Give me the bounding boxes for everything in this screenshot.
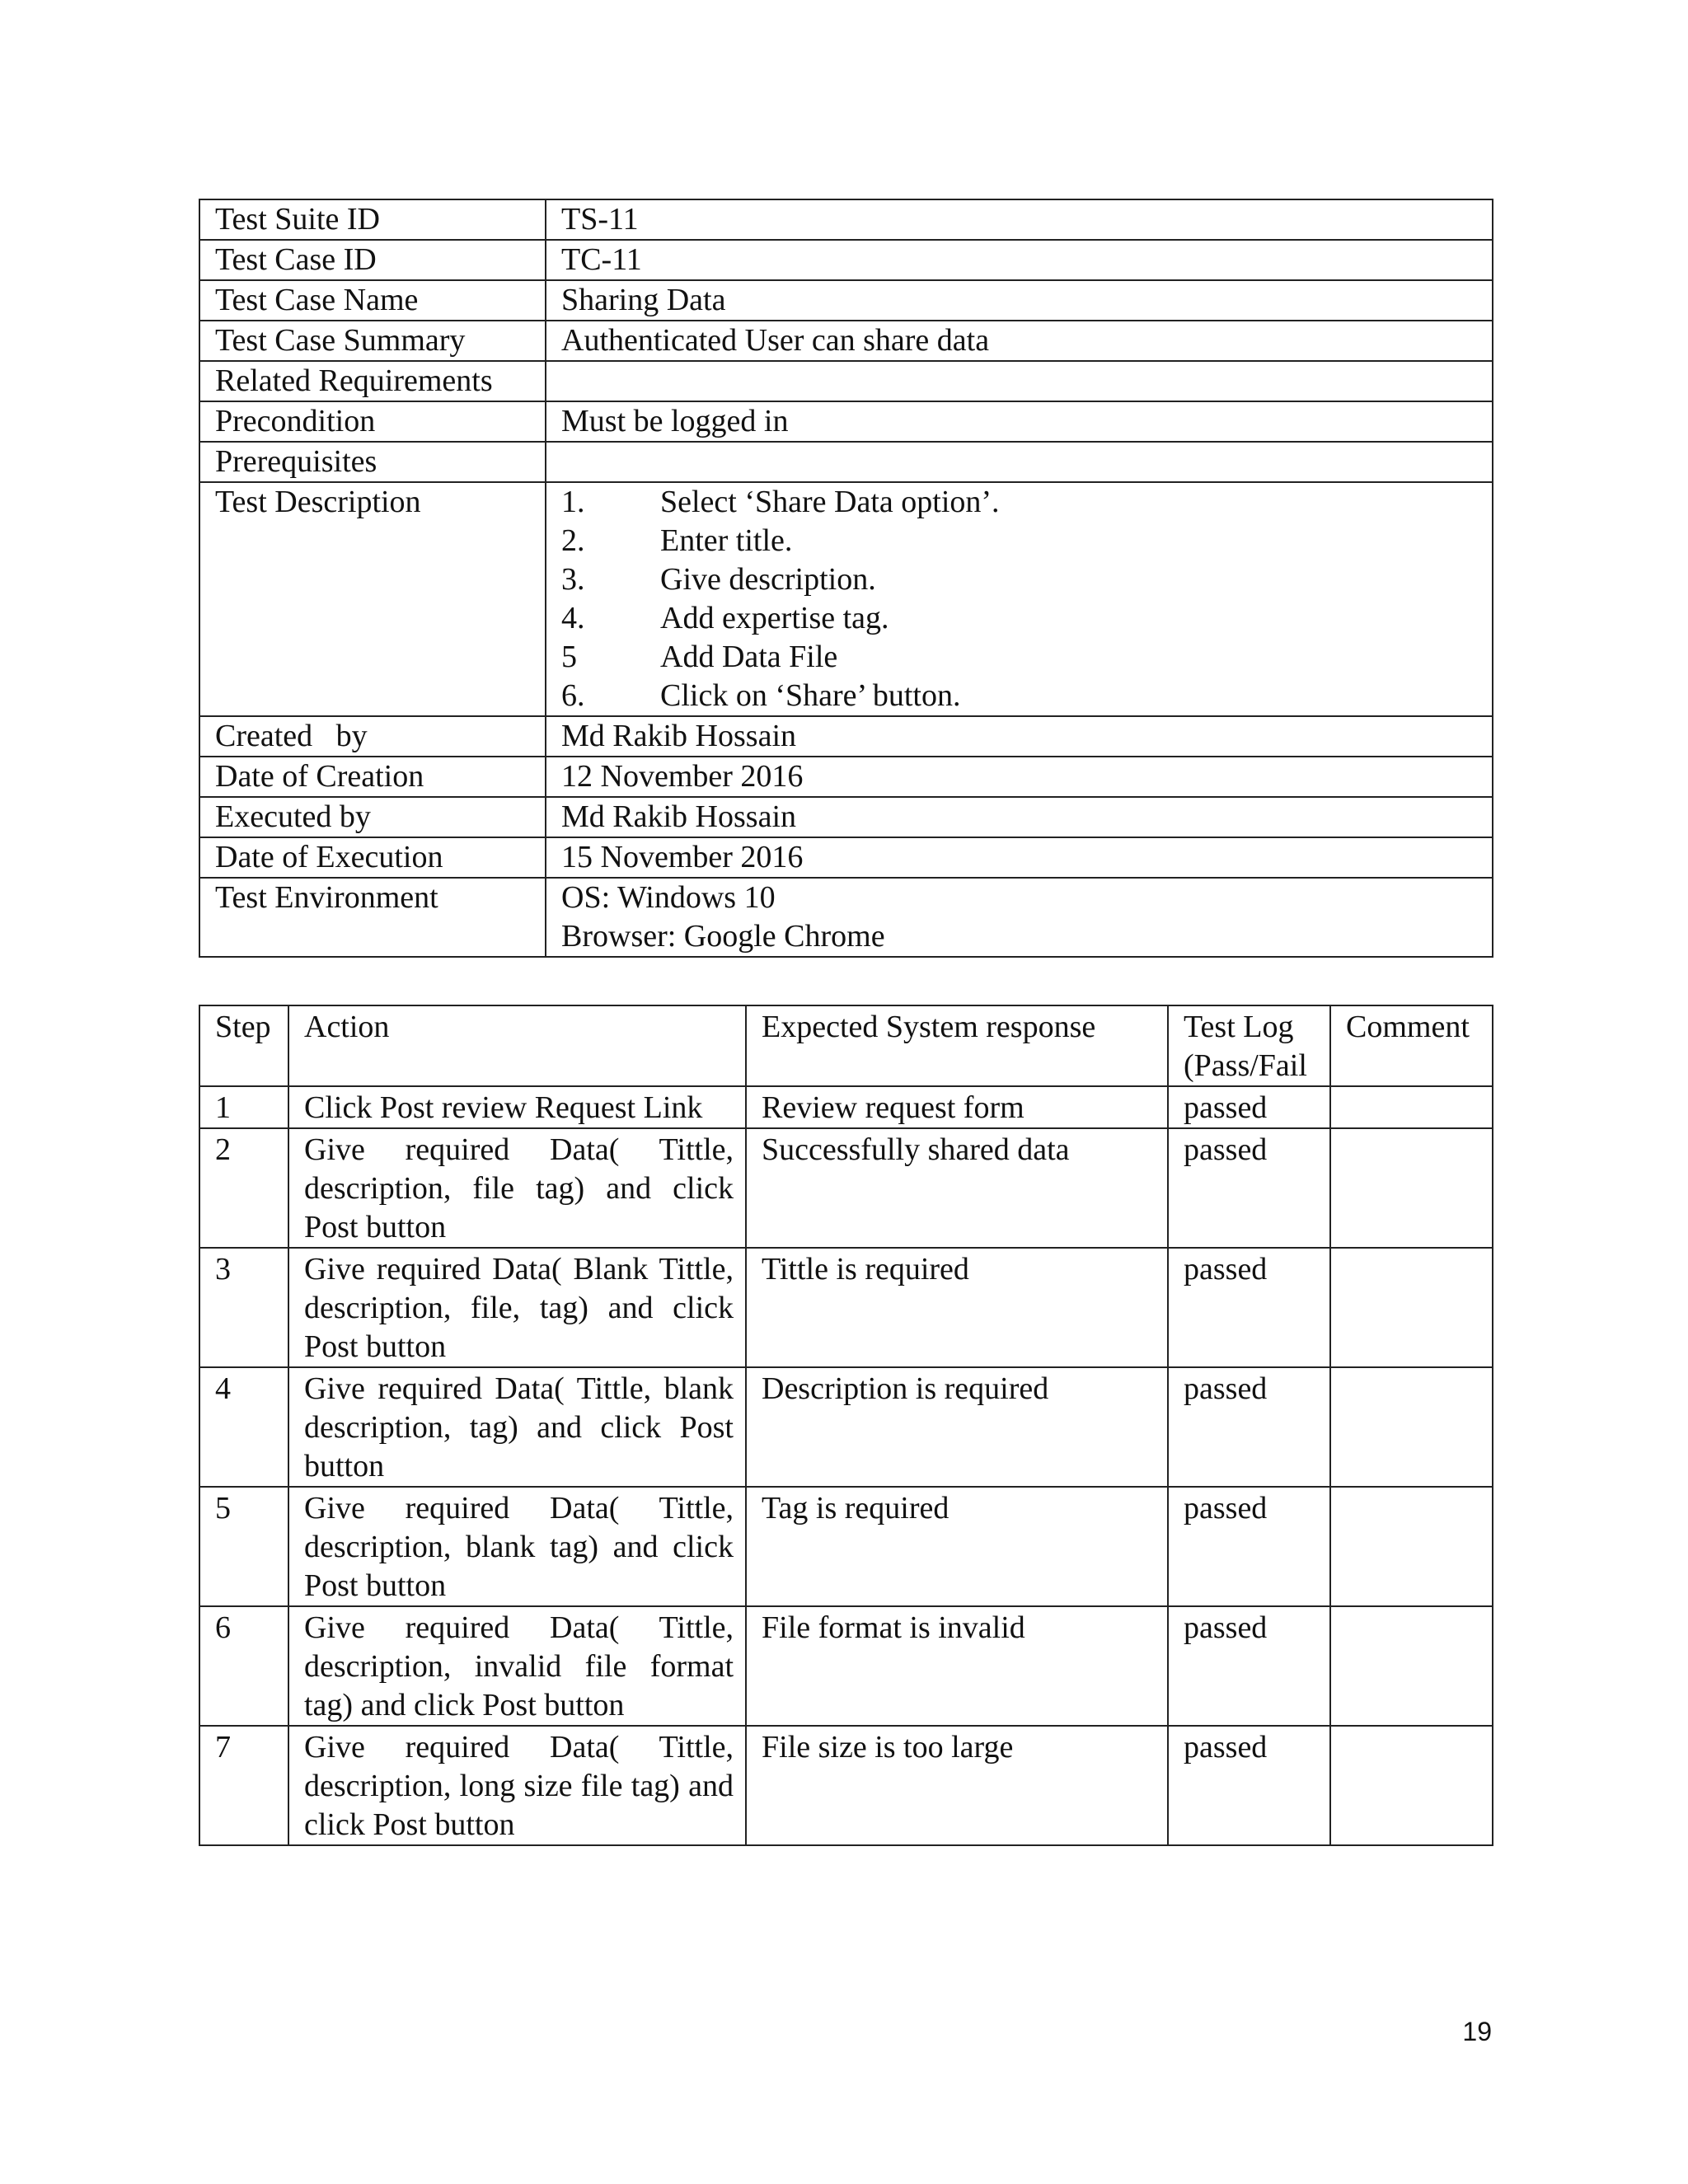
environment-os: OS: Windows 10 <box>561 880 776 915</box>
step-comment <box>1330 1487 1493 1606</box>
info-row-suite-id <box>199 199 1493 240</box>
test-case-info-table <box>199 199 1493 958</box>
step-action: Give required Data( Blank Tittle, description, file, tag) and click Post button <box>288 1248 746 1367</box>
step-test-log: passed <box>1168 1367 1330 1487</box>
step-number: 1. <box>561 485 585 519</box>
step-number: 3. <box>561 562 585 597</box>
info-value: Md Rakib Hossain <box>546 797 1493 837</box>
header-action: Action <box>288 1005 746 1086</box>
info-value: 12 November 2016 <box>546 757 1493 797</box>
info-row-date-of-creation <box>199 757 1493 797</box>
step-number: 6. <box>561 678 585 713</box>
step-text: Enter title. <box>660 523 793 558</box>
info-label: Date of Execution <box>199 837 546 878</box>
step-expected: Tittle is required <box>746 1248 1168 1367</box>
step-comment <box>1330 1367 1493 1487</box>
info-value <box>546 361 1493 401</box>
description-step <box>561 638 1492 677</box>
info-row-test-description <box>199 482 1493 716</box>
step-comment <box>1330 1248 1493 1367</box>
table-row <box>199 1726 1493 1845</box>
step-comment <box>1330 1086 1493 1128</box>
environment-value <box>546 878 1493 957</box>
test-steps-table <box>199 1005 1493 1846</box>
info-row-related-requirements <box>199 361 1493 401</box>
step-number: 4 <box>199 1367 288 1487</box>
step-action: Give required Data( Tittle, blank description, tag) and click Post button <box>288 1367 746 1487</box>
step-number: 5 <box>199 1487 288 1606</box>
step-expected: File size is too large <box>746 1726 1168 1845</box>
info-row-case-name <box>199 280 1493 321</box>
step-test-log: passed <box>1168 1726 1330 1845</box>
step-test-log: passed <box>1168 1606 1330 1726</box>
step-test-log: passed <box>1168 1248 1330 1367</box>
info-label: Created by <box>199 716 546 757</box>
description-step <box>561 483 1492 522</box>
info-row-date-of-execution <box>199 837 1493 878</box>
info-value: TC-11 <box>546 240 1493 280</box>
step-comment <box>1330 1128 1493 1248</box>
info-value: Authenticated User can share data <box>546 321 1493 361</box>
step-number: 6 <box>199 1606 288 1726</box>
step-number: 3 <box>199 1248 288 1367</box>
info-value: TS-11 <box>546 199 1493 240</box>
info-row-case-summary <box>199 321 1493 361</box>
table-row <box>199 1086 1493 1128</box>
step-comment <box>1330 1726 1493 1845</box>
header-test-log: Test Log (Pass/Fail <box>1168 1005 1330 1086</box>
step-number: 1 <box>199 1086 288 1128</box>
step-number: 7 <box>199 1726 288 1845</box>
info-row-prerequisites <box>199 442 1493 482</box>
table-row <box>199 1606 1493 1726</box>
step-expected: Description is required <box>746 1367 1168 1487</box>
info-label: Test Suite ID <box>199 199 546 240</box>
environment-browser: Browser: Google Chrome <box>561 919 885 954</box>
info-label: Precondition <box>199 401 546 442</box>
header-expected: Expected System response <box>746 1005 1168 1086</box>
step-action: Give required Data( Tittle, description, blank tag) and click Post button <box>288 1487 746 1606</box>
step-test-log: passed <box>1168 1086 1330 1128</box>
page-number: 19 <box>1462 2017 1492 2046</box>
step-action: Give required Data( Tittle, description, long size file tag) and click Post button <box>288 1726 746 1845</box>
info-label: Executed by <box>199 797 546 837</box>
step-test-log: passed <box>1168 1128 1330 1248</box>
table-row <box>199 1367 1493 1487</box>
info-row-executed-by <box>199 797 1493 837</box>
info-label: Related Requirements <box>199 361 546 401</box>
info-row-created-by <box>199 716 1493 757</box>
step-text: Click on ‘Share’ button. <box>660 678 961 713</box>
info-value: Md Rakib Hossain <box>546 716 1493 757</box>
info-value: 15 November 2016 <box>546 837 1493 878</box>
step-expected: Review request form <box>746 1086 1168 1128</box>
step-number: 2 <box>199 1128 288 1248</box>
info-value: Must be logged in <box>546 401 1493 442</box>
header-comment: Comment <box>1330 1005 1493 1086</box>
step-expected: Successfully shared data <box>746 1128 1168 1248</box>
description-step <box>561 560 1492 599</box>
info-row-test-environment <box>199 878 1493 957</box>
step-test-log: passed <box>1168 1487 1330 1606</box>
info-label: Test Description <box>199 482 546 716</box>
step-number: 5 <box>561 640 577 674</box>
table-row <box>199 1248 1493 1367</box>
step-text: Give description. <box>660 562 876 597</box>
step-action: Give required Data( Tittle, description, invalid file format tag) and click Post button <box>288 1606 746 1726</box>
description-step <box>561 599 1492 638</box>
step-text: Add Data File <box>660 640 838 674</box>
info-row-case-id <box>199 240 1493 280</box>
step-number: 2. <box>561 523 585 558</box>
step-number: 4. <box>561 601 585 635</box>
info-label: Test Case Summary <box>199 321 546 361</box>
table-header-row <box>199 1005 1493 1086</box>
description-steps <box>546 482 1493 716</box>
info-value <box>546 442 1493 482</box>
info-label: Test Environment <box>199 878 546 957</box>
step-text: Select ‘Share Data option’. <box>660 485 1000 519</box>
step-text: Add expertise tag. <box>660 601 889 635</box>
step-expected: File format is invalid <box>746 1606 1168 1726</box>
header-step: Step <box>199 1005 288 1086</box>
info-value: Sharing Data <box>546 280 1493 321</box>
info-row-precondition <box>199 401 1493 442</box>
step-action: Click Post review Request Link <box>288 1086 746 1128</box>
info-label: Date of Creation <box>199 757 546 797</box>
table-row <box>199 1487 1493 1606</box>
step-expected: Tag is required <box>746 1487 1168 1606</box>
info-label: Prerequisites <box>199 442 546 482</box>
info-label: Test Case Name <box>199 280 546 321</box>
table-row <box>199 1128 1493 1248</box>
description-step <box>561 522 1492 560</box>
step-action: Give required Data( Tittle, description, file tag) and click Post button <box>288 1128 746 1248</box>
description-step <box>561 677 1492 715</box>
step-comment <box>1330 1606 1493 1726</box>
info-label: Test Case ID <box>199 240 546 280</box>
